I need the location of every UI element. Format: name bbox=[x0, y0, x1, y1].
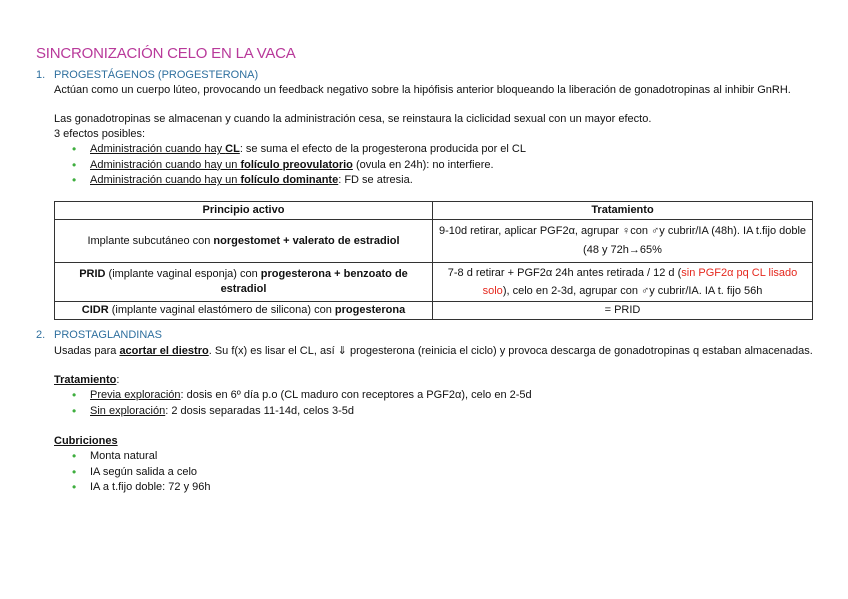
column-header: Principio activo bbox=[55, 202, 433, 220]
table-row bbox=[55, 220, 813, 263]
table-cell: PRID (implante vaginal esponja) con progesterona + benzoato de estradiol bbox=[55, 263, 433, 302]
table-cell: 7-8 d retirar + PGF2α 24h antes retirada / 12 d (sin PGF2α pq CL lisado solo), celo en 2-3d, agrupar con ♂y cubrir/IA. IA t. fijo 56h bbox=[433, 263, 813, 302]
section-1-heading bbox=[36, 69, 258, 81]
bullet-icon: • bbox=[72, 388, 77, 402]
section-2-number: 2. bbox=[36, 329, 46, 341]
effects-list bbox=[72, 142, 526, 189]
list-item: • Administración cuando hay CL: se suma el efecto de la progesterona producida por el CL bbox=[72, 142, 526, 156]
section-1-paragraph-3: 3 efectos posibles: bbox=[54, 128, 146, 140]
list-item: • Administración cuando hay un folículo dominante: FD se atresia. bbox=[72, 173, 413, 187]
table-row bbox=[55, 263, 813, 302]
bullet-icon: • bbox=[72, 464, 77, 479]
section-2-heading bbox=[36, 329, 162, 341]
section-1-paragraph-1: Actúan como un cuerpo lúteo, provocando un feedback negativo sobre la hipófisis anterior bloqueando la liberación de gonadotropinas al inhibir GnRH. bbox=[54, 84, 791, 96]
list-item: • Monta natural bbox=[72, 449, 158, 463]
cubriciones-heading: Cubriciones bbox=[54, 435, 118, 447]
table-row bbox=[55, 302, 813, 320]
section-2-paragraph-1: Usadas para acortar el diestro. Su f(x) es lisar el CL, así ⇓ progesterona (reinicia el ciclo) y provoca descarga de gonadotropinas q estaban almacenadas. bbox=[54, 345, 813, 357]
table-cell: Implante subcutáneo con norgestomet + valerato de estradiol bbox=[55, 220, 433, 263]
list-item: • Previa exploración: dosis en 6º día p.o (CL maduro con receptores a PGF2α), celo en 2-5d bbox=[72, 388, 532, 402]
treatment-label: Tratamiento: bbox=[54, 374, 120, 386]
table-cell: CIDR (implante vaginal elastómero de silicona) con progesterona bbox=[55, 302, 433, 320]
list-item: • IA a t.fijo doble: 72 y 96h bbox=[72, 480, 211, 494]
bullet-icon: • bbox=[72, 142, 77, 156]
section-1-title: PROGESTÁGENOS (PROGESTERONA) bbox=[54, 69, 259, 81]
bullet-icon: • bbox=[72, 449, 77, 463]
table-header-row bbox=[55, 202, 813, 220]
section-2-title: PROSTAGLANDINAS bbox=[54, 329, 162, 341]
list-item: • IA según salida a celo bbox=[72, 464, 198, 479]
bullet-icon: • bbox=[72, 480, 77, 494]
column-header: Tratamiento bbox=[433, 202, 813, 220]
cubriciones-list bbox=[72, 449, 210, 496]
table-cell: = PRID bbox=[433, 302, 813, 320]
bullet-icon: • bbox=[72, 157, 77, 172]
section-1-paragraph-2: Las gonadotropinas se almacenan y cuando la administración cesa, se reinstaura la ciclicidad sexual con un mayor efecto. bbox=[54, 113, 652, 125]
list-item: • Sin exploración: 2 dosis separadas 11-14d, celos 3-5d bbox=[72, 403, 354, 418]
table-cell: 9-10d retirar, aplicar PGF2α, agrupar ♀con ♂y cubrir/IA (48h). IA t.fijo doble (48 y 72h→65% bbox=[433, 220, 813, 263]
bullet-icon: • bbox=[72, 403, 77, 418]
list-item: • Administración cuando hay un folículo preovulatorio (ovula en 24h): no interfiere. bbox=[72, 157, 494, 172]
section-1-number: 1. bbox=[36, 69, 46, 81]
treatment-list bbox=[72, 388, 532, 419]
bullet-icon: • bbox=[72, 173, 77, 187]
page-title: SINCRONIZACIÓN CELO EN LA VACA bbox=[36, 45, 296, 62]
treatment-table bbox=[54, 201, 813, 320]
